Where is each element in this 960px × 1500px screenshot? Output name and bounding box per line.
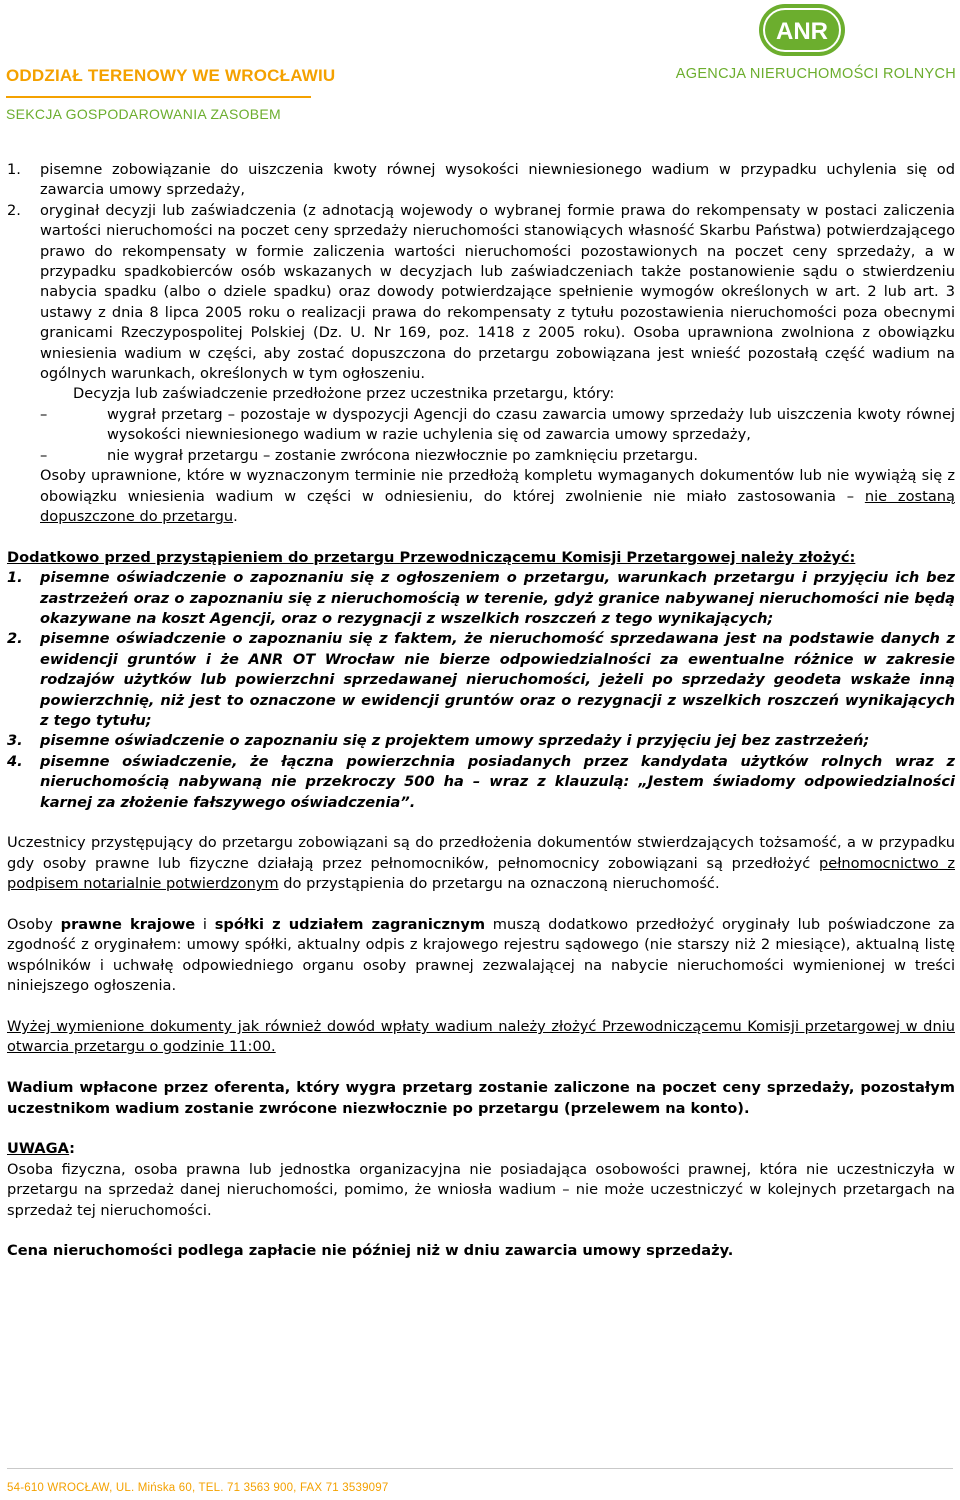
wadium-paragraph: Wadium wpłacone przez oferenta, który wygra przetarg zostanie zaliczone na poczet ceny sprzedaży, pozostałym uczestnikom wadium zostanie zwrócone niezwłocznie po przetargu (przelewem na konto).: [7, 1079, 955, 1117]
spacer: [7, 895, 955, 915]
header-divider: [6, 96, 311, 98]
spacer: [7, 997, 955, 1017]
spacer: [7, 1119, 955, 1139]
list-number: 4.: [7, 752, 23, 770]
declaration-text: pisemne oświadczenie, że łączna powierzchnia posiadanych przez kandydata użytków rolnych wraz z nieruchomością nabywaną nie przekroczy 500 ha – wraz z klauzulą: „Jestem świadomy odpowiedzialności karnej za złożenie fałszywego oświadczenia”.: [40, 752, 955, 811]
declaration-item: [7, 731, 955, 751]
agency-name: AGENCJA NIERUCHOMOŚCI ROLNYCH: [675, 66, 956, 82]
section-name: SEKCJA GOSPODAROWANIA ZASOBEM: [6, 106, 282, 122]
footer-divider: [7, 1468, 953, 1469]
declaration-text: pisemne oświadczenie o zapoznaniu się z faktem, że nieruchomość sprzedawana jest na podstawie danych z ewidencji gruntów i że ANR OT Wrocław nie bierze odpowiedzialności za ewentualne różnice w zakresie rodzajów użytków lub powierzchni sprzedawanej nieruchomości, jeżeli po sprzedaży geodeta wskaże inną powierzchnię, niż jest to oznaczone w ewidencji gruntów oraz o rezygnacji z wszelkich roszczeń wynikających z tego tytułu;: [40, 630, 955, 729]
spacer: [7, 813, 955, 833]
office-name: ODDZIAŁ TERENOWY WE WROCŁAWIU: [6, 66, 336, 85]
legal-text: i: [195, 915, 215, 933]
list-item: [7, 160, 955, 201]
uwaga-text: Osoba fizyczna, osoba prawna lub jednostka organizacyjna nie posiadająca osobowości prawnej, która nie uczestniczyła w przetargu na sprzedaż danej nieruchomości, pomimo, że wniosła wadium – nie może uczestniczyć w kolejnych przetargach na sprzedaż tej nieruchomości.: [7, 1160, 955, 1219]
price-paragraph: Cena nieruchomości podlega zapłacie nie później niż w dniu zawarcia umowy sprzedaży.: [7, 1242, 734, 1260]
spacer: [7, 527, 955, 547]
legal-bold: prawne krajowe: [60, 915, 196, 933]
list-item: [7, 201, 955, 385]
entitled-underlined: nie zostaną dopuszczone do przetargu: [40, 487, 955, 525]
participants-underlined: pełnomocnictwo z podpisem notarialnie potwierdzonym: [7, 854, 955, 893]
legal-entities-paragraph: [7, 915, 955, 997]
spacer: [7, 1221, 955, 1241]
participants-text: Uczestnicy przystępujący do przetargu zobowiązani są do przedłożenia dokumentów stwierdzających tożsamość, a w przypadku gdy osoby prawne lub fizyczne działają przez pełnomocników, pełnomocnicy zobowiązani są przedłożyć: [7, 834, 955, 872]
decision-intro: Decyzja lub zaświadczenie przedłożone przez uczestnika przetargu, który:: [73, 385, 615, 403]
office-header: [6, 66, 336, 122]
uwaga-heading: [7, 1139, 955, 1159]
list-number: 2.: [7, 630, 23, 648]
participants-end: do przystąpienia do przetargu na oznaczoną nieruchomość.: [278, 875, 720, 893]
list-text: oryginał decyzji lub zaświadczenia (z adnotacją wojewody o wybranej formie prawa do rekompensaty w postaci zaliczenia wartości nieruchomości na poczet ceny sprzedaży nieruchomości stanowiących własność Skarbu Państwa) potwierdzającego prawo do rekompensaty w formie zaliczenia wartości nieruchomości pozostawionych na poczet ceny sprzedaży, a w przypadku spadkobierców osób wskazanych w decyzjach lub zaświadczeniach także postanowienie sądu o stwierdzeniu nabycia spadku (albo o dziele spadku) oraz dowody potwierdzające spełnienie wymogów określonych w art. 2 lub art. 3 ustawy z dnia 8 lipca 2005 roku o realizacji prawa do rekompensaty z tytułu pozostawienia nieruchomości poza obecnymi granicami Rzeczypospolitej Polskiej (Dz. U. Nr 169, poz. 1418 z 2005 roku). Osoba uprawniona zwolniona z obowiązku wniesienia wadium w części, aby zostać dopuszczona do przetargu zobowiązana jest wnieść pozostałą część wadium na ogólnych warunkach, określonych w tym ogłoszeniu.: [40, 201, 955, 383]
entitled-end: .: [233, 507, 238, 525]
entitled-text: Osoby uprawnione, które w wyznaczonym terminie nie przedłożą kompletu wymaganych dokumentów lub nie wywiążą się z obowiązku wniesienia wadium w części w odniesieniu, do której zwolnienie nie miało zastosowania –: [40, 467, 955, 505]
list-number: 3.: [7, 732, 23, 750]
dash-item: [7, 405, 955, 446]
declaration-text: pisemne oświadczenie o zapoznaniu się z ogłoszeniem o przetargu, warunkach przetargu i przyjęciu ich bez zastrzeżeń oraz o zapoznaniu się z nieruchomością w terenie, gdyż granice nabywanej nieruchomości nie będą okazywane na koszt Agencji, oraz o rezygnacji z wszelkich roszczeń z tego wynikających;: [40, 569, 955, 627]
document-body: [7, 160, 955, 1262]
dash-bullet: –: [40, 446, 48, 464]
declaration-item: [7, 568, 955, 629]
list-number: 1.: [7, 569, 23, 587]
uwaga-colon: :: [69, 1140, 75, 1158]
decision-intro-paragraph: [7, 384, 955, 404]
legal-bold: spółki z udziałem zagranicznym: [214, 915, 486, 933]
dash-bullet: –: [40, 405, 48, 423]
dash-text: wygrał przetarg – pozostaje w dyspozycji Agencji do czasu zawarcia umowy sprzedaży lub uiszczenia kwoty równej wysokości niewniesionego wadium w razie uchylenia się od zawarcia umowy sprzedaży,: [107, 405, 955, 444]
footer-address: 54-610 WROCŁAW, UL. Mińska 60, TEL. 71 3563 900, FAX 71 3539097: [7, 1482, 389, 1494]
declaration-text: pisemne oświadczenie o zapoznaniu się z projektem umowy sprzedaży i przyjęciu jej bez zastrzeżeń;: [40, 732, 870, 750]
dash-item: [7, 446, 955, 466]
list-number: 1.: [7, 161, 21, 178]
anr-logo: [756, 0, 848, 66]
documents-paragraph: Wyżej wymienione dokumenty jak również dowód wpłaty wadium należy złożyć Przewodniczącemu Komisji przetargowej w dniu otwarcia przetargu o godzinie 11:00.: [7, 1018, 955, 1056]
spacer: [7, 1058, 955, 1078]
uwaga-label: UWAGA: [7, 1140, 70, 1158]
legal-text: muszą dodatkowo przedłożyć oryginały lub poświadczone za zgodność z oryginałem: umowy spółki, aktualny odpis z krajowego rejestru sądowego (nie starszy niż 2 miesiące), aktualną listę wspólników i uchwałę odpowiedniego organu osoby prawnej zezwalającej na nabycie nieruchomości wymienionej w treści niniejszego ogłoszenia.: [7, 915, 955, 995]
participants-paragraph: [7, 833, 955, 894]
legal-text: Osoby: [7, 915, 61, 933]
declaration-item: [7, 629, 955, 731]
additional-heading: Dodatkowo przed przystąpieniem do przetargu Przewodniczącemu Komisji Przetargowej należy złożyć:: [7, 548, 856, 566]
anr-logo-icon: [756, 0, 848, 62]
logo-text: ANR: [776, 18, 828, 45]
list-number: 2.: [7, 201, 21, 219]
list-text: pisemne zobowiązanie do uiszczenia kwoty równej wysokości niewniesionego wadium w przypadku uchylenia się od zawarcia umowy sprzedaży,: [40, 161, 955, 199]
dash-text: nie wygrał przetargu – zostanie zwrócona niezwłocznie po zamknięciu przetargu.: [107, 446, 699, 464]
entitled-paragraph: [7, 466, 955, 527]
declaration-item: [7, 752, 955, 813]
